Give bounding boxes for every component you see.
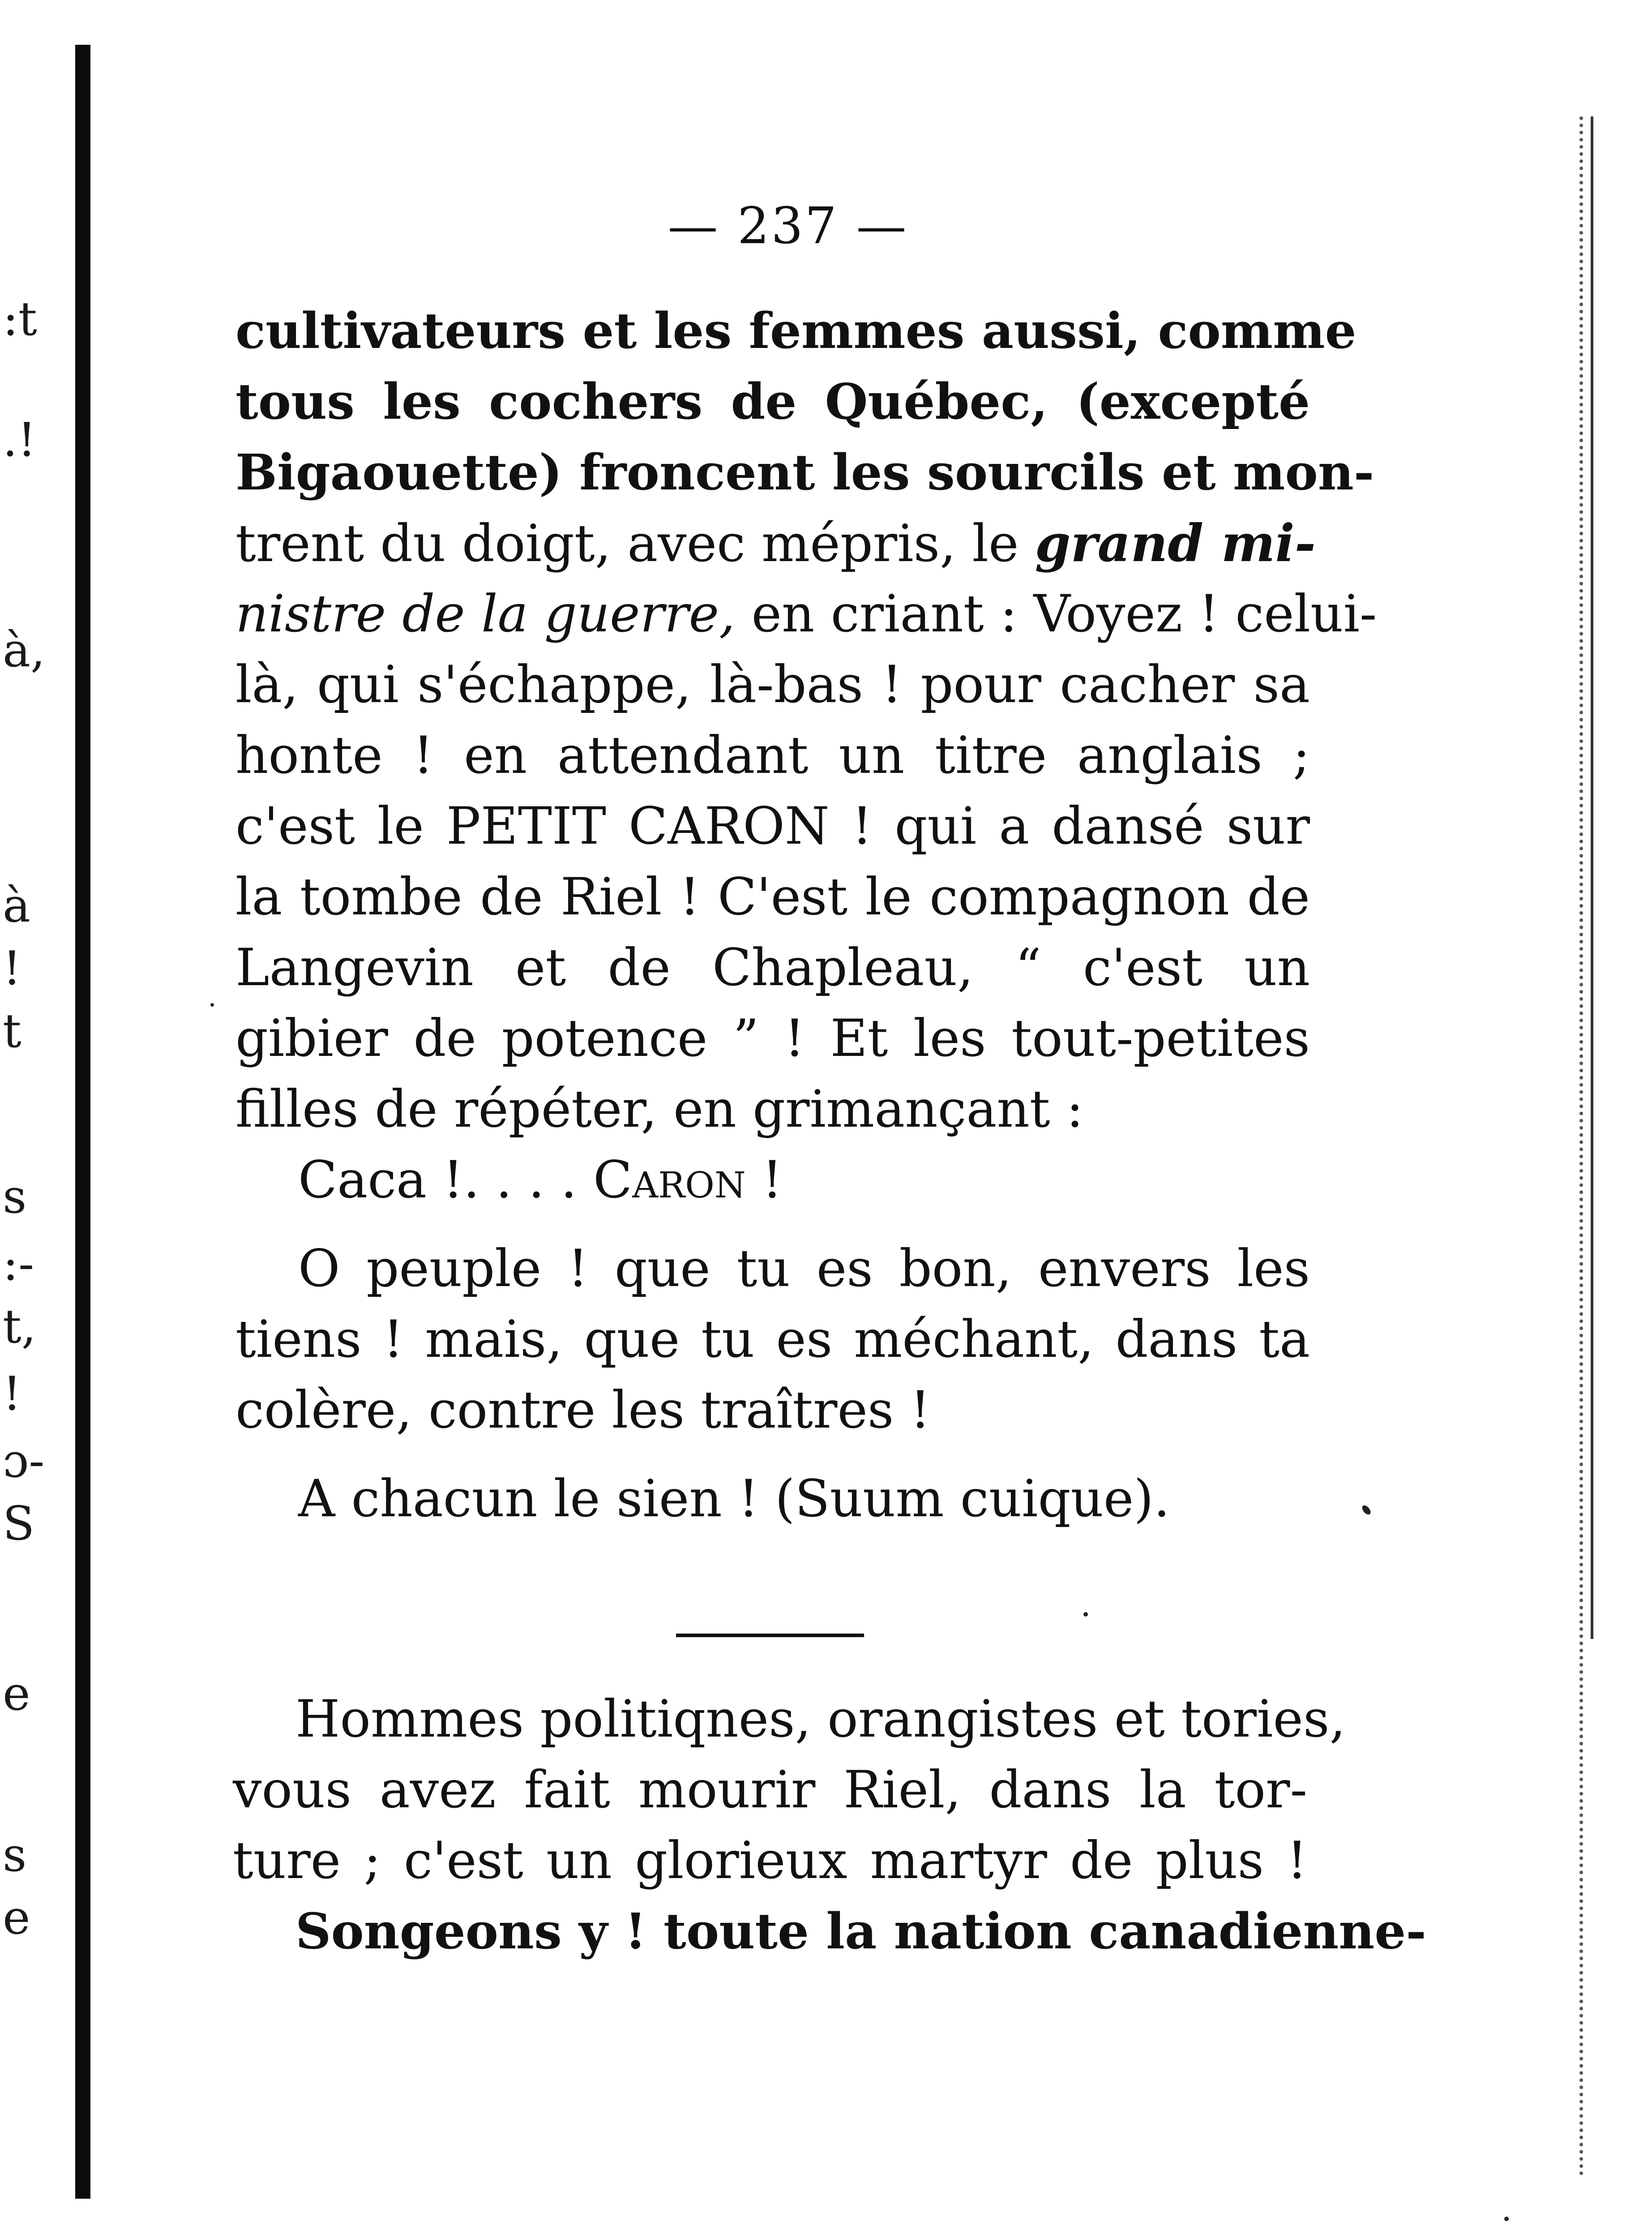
- margin-fragment: s: [3, 1827, 27, 1882]
- text-line: A chacun le sien ! (Suum cuique).: [298, 1469, 1170, 1528]
- text-line: Hommes politiqnes, orangistes et tories,: [295, 1689, 1346, 1749]
- text-line: c'est le PETIT CARON ! qui a dansé sur: [235, 796, 1310, 856]
- text-line: là, qui s'échappe, là-bas ! pour cacher sa: [235, 655, 1310, 714]
- text-line: Songeons y ! toute la nation canadienne-: [295, 1902, 1426, 1960]
- next-leaf-edge: [1579, 116, 1583, 2176]
- text-run: trent du doigt, avec mépris, le: [235, 514, 1019, 573]
- margin-fragment: t,: [3, 1299, 36, 1354]
- text-line: [235, 579, 1377, 649]
- margin-fragment: à,: [3, 623, 46, 678]
- margin-fragment: .!: [3, 412, 36, 467]
- text-line: vous avez fait mourir Riel, dans la tor-: [233, 1760, 1307, 1819]
- margin-fragment: :-: [3, 1236, 34, 1291]
- text-line: cultivateurs et les femmes aussi, comme: [235, 302, 1357, 360]
- text-line: gibier de potence ” ! Et les tout-petites: [235, 1008, 1310, 1068]
- text-line: tiens ! mais, que tu es méchant, dans ta: [235, 1309, 1310, 1369]
- margin-fragment: e: [3, 1890, 30, 1945]
- text-line: Bigaouette) froncent les sourcils et mon-: [235, 443, 1374, 501]
- margin-fragment: t: [3, 1004, 21, 1058]
- print-speck: [1361, 1504, 1372, 1516]
- text-run: Caca !. . . .: [298, 1150, 577, 1210]
- text-line: ture ; c'est un glorieux martyr de plus !: [233, 1831, 1307, 1890]
- print-speck: [210, 1003, 214, 1007]
- name-caron: Caron: [593, 1150, 746, 1210]
- body-text: [235, 296, 1377, 1534]
- margin-fragment: !: [3, 941, 21, 995]
- facing-page-fragments: [0, 0, 67, 2239]
- section-divider: [676, 1634, 864, 1637]
- text-run: !: [762, 1150, 783, 1210]
- margin-fragment: !: [3, 1366, 21, 1421]
- text-line: honte ! en attendant un titre anglais ;: [235, 725, 1310, 785]
- text-line: O peuple ! que tu es bon, envers les: [298, 1239, 1310, 1298]
- margin-fragment: e: [3, 1666, 30, 1721]
- text-line: filles de répéter, en grimançant :: [235, 1079, 1084, 1139]
- body-text-continued: [233, 1684, 1426, 1967]
- print-speck: [1504, 2217, 1509, 2221]
- text-run: en criant : Voyez ! celui-: [751, 584, 1377, 643]
- text-line: Langevin et de Chapleau, “ c'est un: [235, 938, 1310, 997]
- margin-fragment: ɔ-: [3, 1433, 45, 1488]
- margin-fragment: à: [3, 878, 31, 933]
- margin-fragment: S: [3, 1496, 35, 1551]
- italic-run: nistre de la guerre,: [235, 584, 736, 643]
- exclamation-line: [235, 1145, 1310, 1215]
- margin-fragment: s: [3, 1169, 27, 1224]
- next-leaf-edge-line: [1591, 116, 1593, 1639]
- text-line: tous les cochers de Québec, (excepté: [235, 373, 1310, 430]
- text-line: colère, contre les traîtres !: [235, 1380, 931, 1440]
- print-speck: [1083, 1612, 1088, 1617]
- italic-run: grand mi-: [1035, 513, 1316, 573]
- text-line: [235, 508, 1316, 579]
- page-number: — 237 —: [668, 197, 908, 255]
- margin-fragment: :t: [3, 292, 37, 346]
- binding-edge: [75, 45, 90, 2199]
- text-line: la tombe de Riel ! C'est le compagnon de: [235, 867, 1310, 926]
